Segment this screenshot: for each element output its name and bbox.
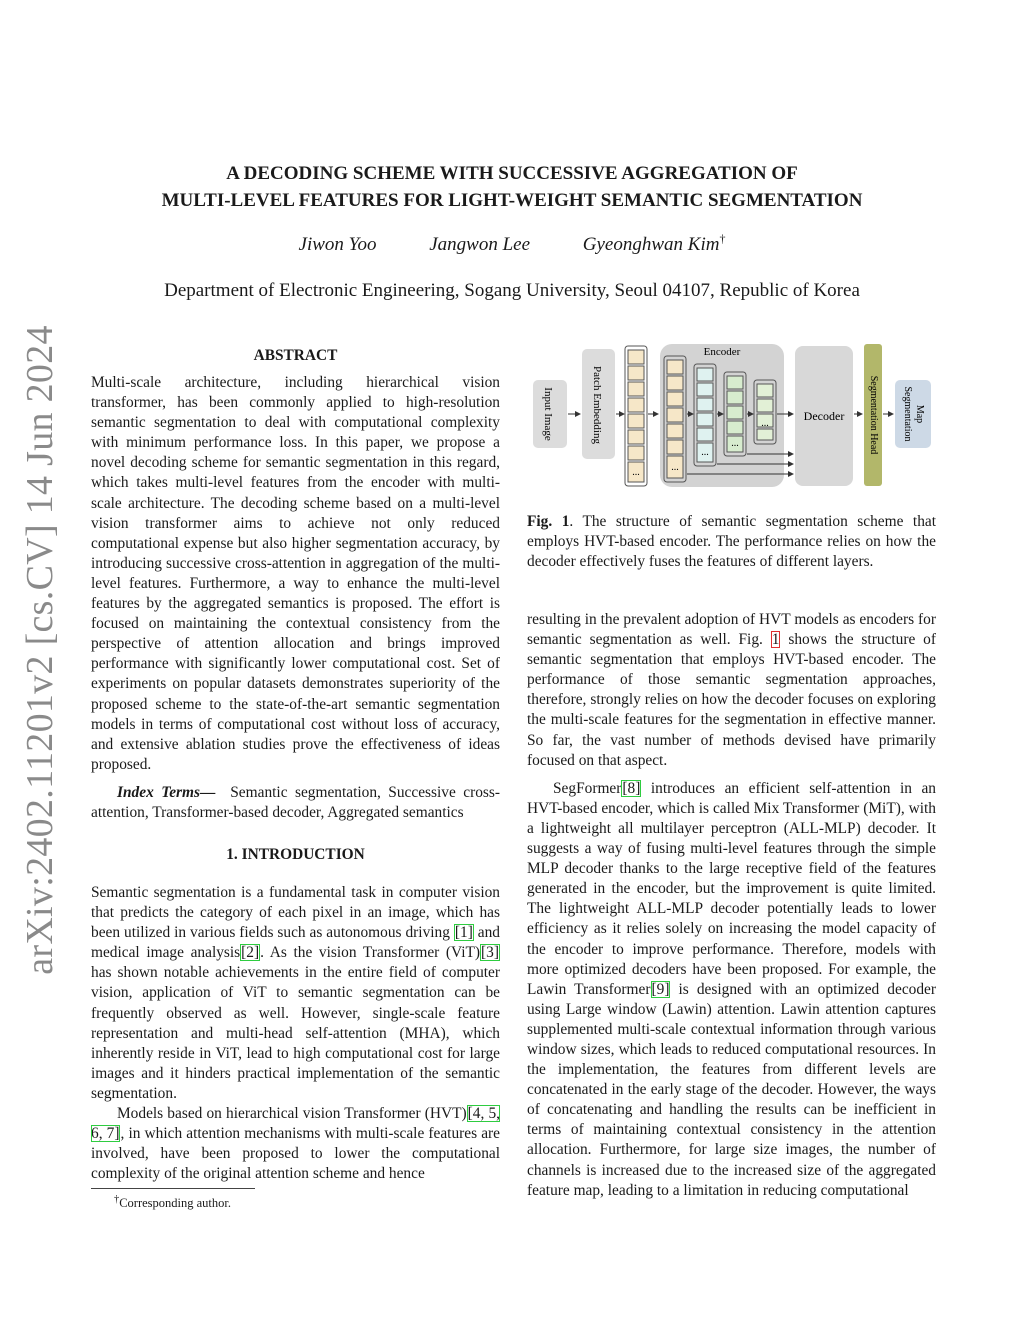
right-paragraph-1 xyxy=(527,610,936,771)
title-line-1: A DECODING SCHEME WITH SUCCESSIVE AGGREGATION OF xyxy=(226,163,798,184)
arxiv-identifier xyxy=(10,325,70,975)
text-run: has shown notable achievements in the entire field of computer vision, application of ViT to semantic segmentation can be frequently observed as well. However, single-scale feature representation and multi-head self-attention (MHA), which inherently reside in ViT, lead to high computational cost for large images and it hinders practical implementation of the semantic segmentation. xyxy=(91,964,500,1102)
corresponding-dagger: † xyxy=(719,232,726,246)
arxiv-identifier-text: arXiv:2402.11201v2 [cs.CV] 14 Jun 2024 xyxy=(19,325,61,975)
text-run: Semantic segmentation is a fundamental task in computer vision that predicts the category of each pixel in an image, which has been utilized in various fields such as autonomous driving xyxy=(91,884,500,942)
level-2-ellipsis: ... xyxy=(701,447,709,458)
segmentation-map-label-1: Segmentation xyxy=(902,386,913,442)
caption-label: Fig. 1 xyxy=(527,513,570,530)
level-4-ellipsis: ... xyxy=(761,418,769,429)
level-1-cells xyxy=(667,360,683,478)
text-run: introduces an efficient self-attention in an HVT-based encoder, which is called Mix Transformer (MiT), with a lightweight all multilayer perceptron (ALL-MLP) decoder. It suggests a way of fusing multi-level features through the simple MLP decoder thanks to the large receptive field of the features generated in the encoder, but the improvement is quite limited. The lightweight ALL-MLP decoder potentially leads to lower efficiency as it relies solely on increasing the model capacity of the encoder to improve performance. Therefore, models with more optimized decoders have been proposed. For example, the Lawin Transformer xyxy=(527,779,936,998)
citation-link[interactable]: [9] xyxy=(651,980,670,998)
caption-body: . The structure of semantic segmentation scheme that employs HVT-based encoder. The performance relies on how the decoder effectively fuses the features of different layers. xyxy=(527,513,936,571)
author-3-name: Gyeonghwan Kim xyxy=(582,234,720,256)
text-run: Models based on hierarchical vision Transformer (HVT) xyxy=(117,1105,467,1123)
decoder-label: Decoder xyxy=(803,409,845,423)
intro-paragraph-2 xyxy=(91,1104,500,1184)
affiliation: Department of Electronic Engineering, Sogang University, Seoul 04107, Republic of Korea xyxy=(164,280,860,301)
citation-link[interactable]: [4, 5, 6, 7] xyxy=(91,1105,501,1143)
paper-title xyxy=(0,160,1024,214)
index-terms xyxy=(91,783,500,823)
author-list xyxy=(0,232,1024,256)
footnote-dagger: † xyxy=(114,1194,120,1205)
author-1: Jiwon Yoo xyxy=(298,234,377,256)
level-4-cells xyxy=(757,384,773,440)
footnote-text: Corresponding author. xyxy=(119,1196,231,1211)
token-cells xyxy=(628,350,644,482)
token-ellipsis: ... xyxy=(632,467,640,478)
index-terms-text: Semantic segmentation, Successive cross-attention, Transformer-based decoder, Aggregated semantics xyxy=(91,783,501,821)
citation-link[interactable]: [2] xyxy=(241,944,260,962)
figure-1-svg xyxy=(527,342,937,490)
text-run: resulting in the prevalent adoption of HVT models as encoders for semantic segmentation as well. Fig. xyxy=(527,611,936,649)
citation-link[interactable]: [3] xyxy=(481,944,499,962)
text-run: and medical image analysis xyxy=(91,924,500,962)
text-run: is designed with an optimized decoder using Large window (Lawin) attention. Lawin attention captures supplemented multi-scale contextual information through various window sizes, which leads to reduced computational resources. In the implementation, the features from different levels are concatenated in the early stage of the decoder. However, the ways of concatenating and handling the results can be inefficient in terms of maintaining contextual consistency in the attention allocation. Furthermore, for large size images, the number of channels is increased due to the increased size of the aggregated feature map, leading to a limitation in reducing computational xyxy=(527,980,937,1199)
level-1-ellipsis: ... xyxy=(671,462,679,473)
text-run: SegFormer xyxy=(553,779,622,797)
intro-paragraph-1 xyxy=(91,883,500,1104)
input-image-label: Input Image xyxy=(542,387,554,441)
author-2: Jangwon Lee xyxy=(429,234,531,256)
title-line-2: MULTI-LEVEL FEATURES FOR LIGHT-WEIGHT SEMANTIC SEGMENTATION xyxy=(161,190,863,211)
introduction-heading: 1. INTRODUCTION xyxy=(226,846,365,863)
level-3-ellipsis: ... xyxy=(731,438,739,449)
text-run: . As the vision Transformer (ViT) xyxy=(260,944,481,962)
segmentation-map-label-2: Map xyxy=(914,404,925,424)
figure-reference-link[interactable]: 1 xyxy=(771,631,780,649)
right-paragraph-2 xyxy=(527,779,936,1201)
citation-link[interactable]: [1] xyxy=(454,924,473,942)
caption-text xyxy=(527,512,936,572)
author-3 xyxy=(583,234,726,255)
abstract-heading: ABSTRACT xyxy=(253,347,338,364)
encoder-label: Encoder xyxy=(703,346,741,358)
text-run: shows the structure of semantic segmentation that employs HVT-based encoder. The performance of those semantic segmentation approaches, therefore, strongly relies on how the decoder focuses on exploring the multi-scale features for the segmentation in effective manner. So far, the vast number of methods devised have primarily focused on that aspect. xyxy=(527,631,936,769)
segmentation-head-label: Segmentation Head xyxy=(868,375,879,455)
right-column-body xyxy=(527,610,936,1201)
text-run: , in which attention mechanisms with multi-scale features are involved, have been proposed to lower the computational complexity of the original attention scheme and hence xyxy=(91,1125,500,1183)
citation-link[interactable]: [8] xyxy=(622,779,641,797)
patch-embedding-label: Patch Embedding xyxy=(591,366,603,444)
index-terms-label: Index Terms— xyxy=(117,783,216,801)
footnote-rule xyxy=(91,1188,255,1189)
footnote xyxy=(114,1194,231,1211)
figure-1-caption xyxy=(527,512,936,572)
abstract-text: Multi-scale architecture, including hierarchical vision transformer, has been commonly applied to high-resolution semantic segmentation to deal with computational complexity with minimum performance loss. In this paper, we propose a novel decoding scheme for semantic segmentation in this regard, which takes multi-level features from the encoder with multi-scale architecture. The decoding scheme based on a multi-level vision transformer aims to achieve not only reduced computational expense but also higher segmentation accuracy, by introducing successive cross-attention in aggregation of the multi-level features. Furthermore, a way to enhance the multi-level features by the aggregated semantics is proposed. The effort is focused on maintaining the contextual consistency from the perspective of attention allocation and brings improved performance with significantly lower computational cost. Set of experiments on popular datasets demonstrates superiority of the proposed scheme to the state-of-the-art semantic segmentation models in terms of computational cost without loss of accuracy, and extensive ablation studies prove the effectiveness of ideas proposed. xyxy=(91,374,500,773)
figure-1-diagram xyxy=(527,342,937,490)
introduction-body xyxy=(91,883,500,1184)
abstract-body xyxy=(91,373,500,823)
